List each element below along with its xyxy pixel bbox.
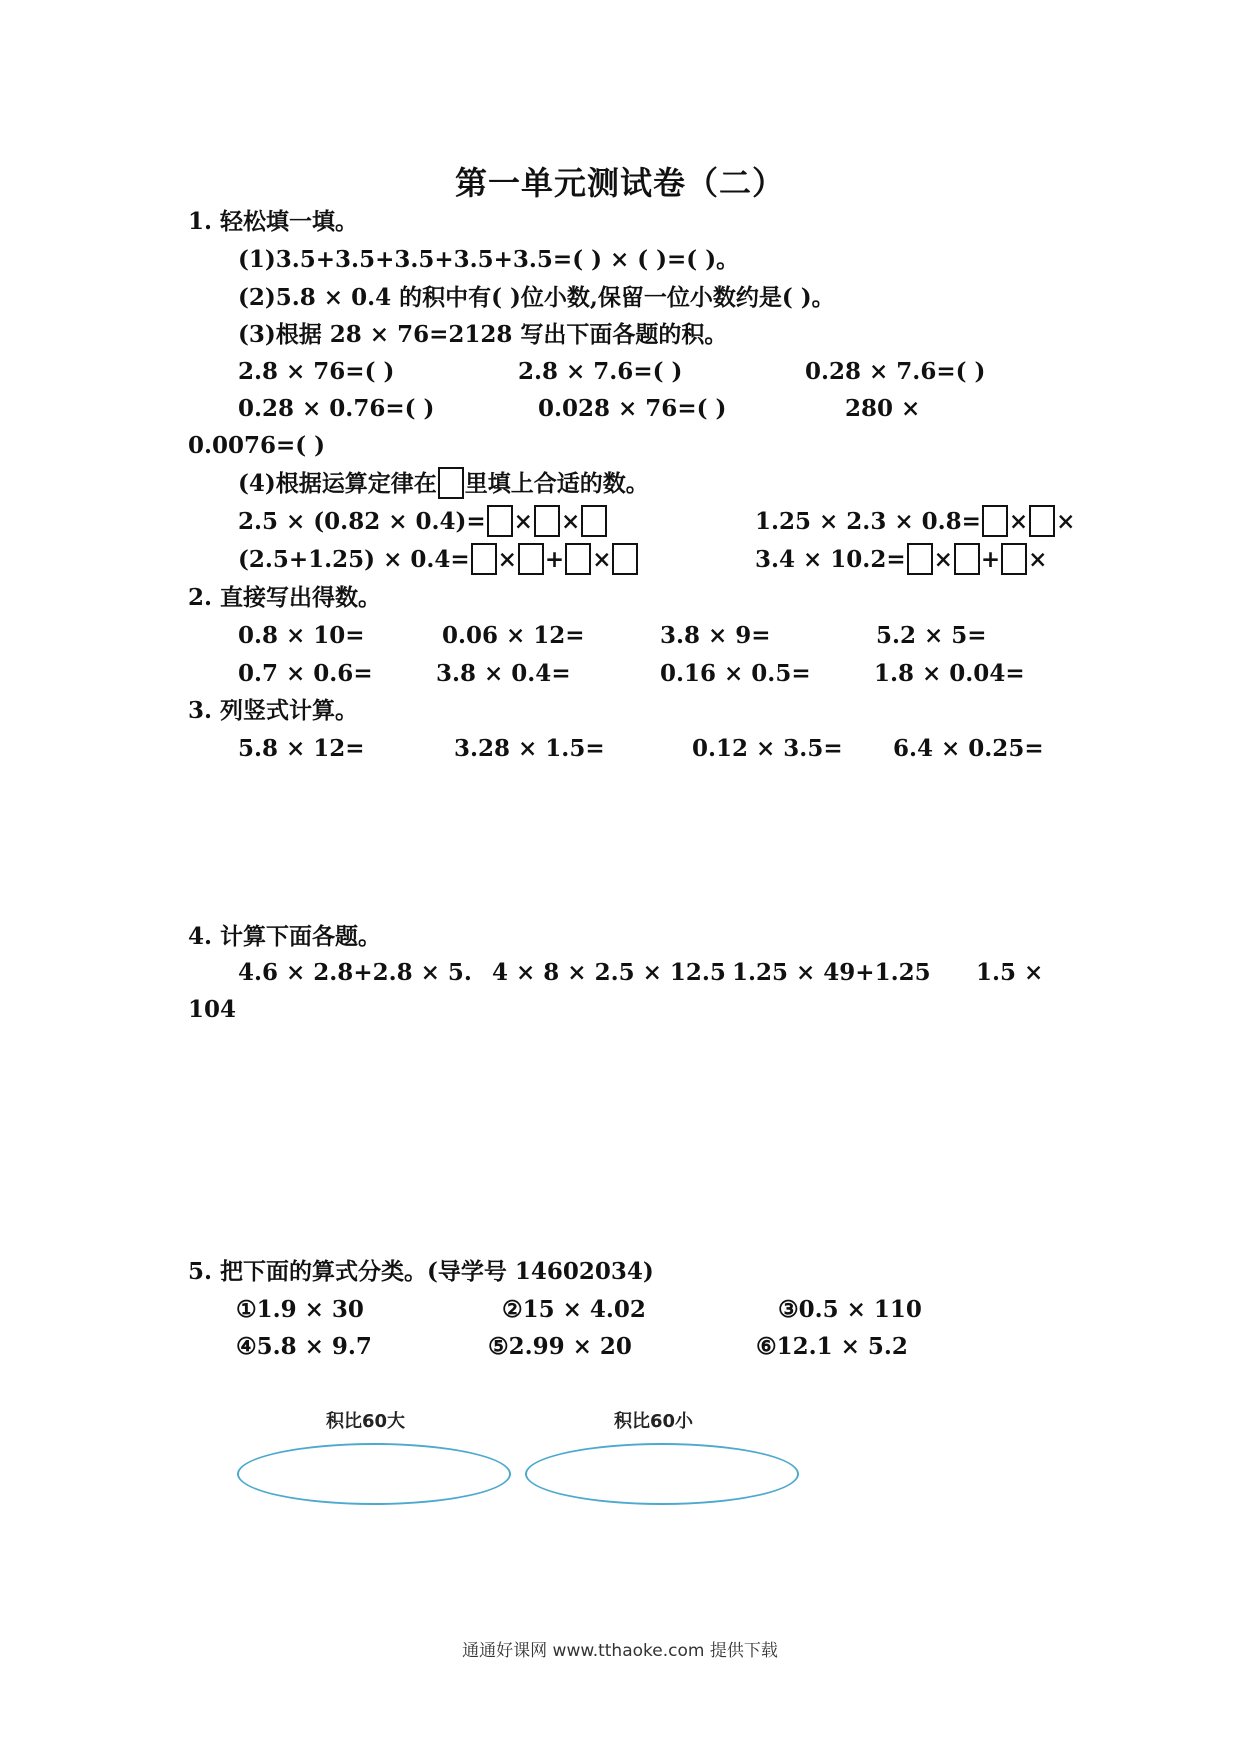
q1-item4-after: 里填上合适的数。 bbox=[464, 470, 649, 497]
op: + bbox=[544, 546, 565, 573]
answer-box[interactable] bbox=[471, 543, 497, 575]
op: × bbox=[1008, 508, 1029, 535]
answer-box[interactable] bbox=[518, 543, 544, 575]
page-title: 第一单元测试卷（二） bbox=[454, 164, 785, 202]
q5-r2-b: ⑤2.99 × 20 bbox=[488, 1333, 632, 1360]
answer-box[interactable] bbox=[1029, 505, 1055, 537]
q1-row2-wrap: 0.0076=( ) bbox=[188, 432, 326, 459]
q1-eq1-right bbox=[755, 507, 1075, 539]
q3-a: 5.8 × 12= bbox=[238, 735, 365, 762]
q1-row2-a: 0.28 × 0.76=( ) bbox=[238, 395, 435, 422]
answer-box[interactable] bbox=[612, 543, 638, 575]
q3-b: 3.28 × 1.5= bbox=[454, 735, 605, 762]
q1-eq2-left bbox=[238, 545, 639, 577]
q1-row2-c: 280 × bbox=[845, 395, 921, 422]
q2-r2-d: 1.8 × 0.04= bbox=[874, 660, 1025, 687]
answer-box[interactable] bbox=[438, 467, 464, 499]
q3-c: 0.12 × 3.5= bbox=[692, 735, 843, 762]
q3-heading: 3. 列竖式计算。 bbox=[188, 697, 359, 724]
eq-text: (2.5+1.25) × 0.4= bbox=[238, 546, 470, 573]
q5-r1-c: ③0.5 × 110 bbox=[778, 1296, 922, 1323]
q1-row1-b: 2.8 × 7.6=( ) bbox=[518, 358, 683, 385]
ellipse-less-than-60[interactable] bbox=[525, 1443, 799, 1505]
q5-r1-b: ②15 × 4.02 bbox=[502, 1296, 646, 1323]
q5-r2-a: ④5.8 × 9.7 bbox=[236, 1333, 372, 1360]
q1-item2: (2)5.8 × 0.4 的积中有( )位小数,保留一位小数约是( )。 bbox=[238, 284, 835, 311]
q5-r1-a: ①1.9 × 30 bbox=[236, 1296, 364, 1323]
label-greater-than-60: 积比60大 bbox=[326, 1411, 406, 1432]
q1-item4 bbox=[238, 469, 649, 501]
q1-row2-b: 0.028 × 76=( ) bbox=[538, 395, 727, 422]
label-less-than-60: 积比60小 bbox=[614, 1411, 694, 1432]
eq-text: 2.5 × (0.82 × 0.4)= bbox=[238, 508, 486, 535]
q1-row1-a: 2.8 × 76=( ) bbox=[238, 358, 395, 385]
q4-c: 1.25 × 49+1.25 bbox=[732, 959, 931, 986]
op: × bbox=[592, 546, 612, 573]
q1-item3: (3)根据 28 × 76=2128 写出下面各题的积。 bbox=[238, 321, 728, 348]
q2-heading: 2. 直接写出得数。 bbox=[188, 584, 382, 611]
eq-text: 3.4 × 10.2= bbox=[755, 546, 906, 573]
answer-box[interactable] bbox=[1001, 543, 1027, 575]
op: × bbox=[933, 546, 953, 573]
ellipse-greater-than-60[interactable] bbox=[237, 1443, 511, 1505]
q2-r2-b: 3.8 × 0.4= bbox=[436, 660, 571, 687]
footer-source: 通通好课网 www.tthaoke.com 提供下载 bbox=[462, 1641, 778, 1661]
answer-box[interactable] bbox=[581, 505, 607, 537]
q3-d: 6.4 × 0.25= bbox=[893, 735, 1044, 762]
q2-r2-c: 0.16 × 0.5= bbox=[660, 660, 811, 687]
op: × bbox=[1028, 546, 1048, 573]
q4-wrap: 104 bbox=[188, 996, 237, 1023]
answer-box[interactable] bbox=[487, 505, 513, 537]
q1-item4-before: (4)根据运算定律在 bbox=[238, 470, 437, 497]
q1-heading: 1. 轻松填一填。 bbox=[188, 208, 359, 235]
q2-r1-d: 5.2 × 5= bbox=[876, 622, 987, 649]
q4-heading: 4. 计算下面各题。 bbox=[188, 923, 382, 950]
op: × bbox=[560, 508, 581, 535]
q4-d: 1.5 × bbox=[976, 959, 1044, 986]
answer-box[interactable] bbox=[907, 543, 933, 575]
q1-eq2-right bbox=[755, 545, 1047, 577]
q4-a: 4.6 × 2.8+2.8 × 5. bbox=[238, 959, 472, 986]
q1-item1: (1)3.5+3.5+3.5+3.5+3.5=( ) × ( )=( )。 bbox=[238, 246, 740, 273]
answer-box[interactable] bbox=[954, 543, 980, 575]
op: × bbox=[1056, 508, 1076, 535]
answer-box[interactable] bbox=[982, 505, 1008, 537]
eq-text: 1.25 × 2.3 × 0.8= bbox=[755, 508, 981, 535]
op: × bbox=[497, 546, 517, 573]
q2-r1-c: 3.8 × 9= bbox=[660, 622, 771, 649]
op: + bbox=[980, 546, 1001, 573]
q2-r2-a: 0.7 × 0.6= bbox=[238, 660, 373, 687]
q2-r1-b: 0.06 × 12= bbox=[442, 622, 585, 649]
answer-box[interactable] bbox=[534, 505, 560, 537]
q5-heading: 5. 把下面的算式分类。(导学号 14602034) bbox=[188, 1258, 654, 1285]
q1-eq1-left bbox=[238, 507, 608, 539]
q2-r1-a: 0.8 × 10= bbox=[238, 622, 365, 649]
q5-r2-c: ⑥12.1 × 5.2 bbox=[756, 1333, 908, 1360]
q4-b: 4 × 8 × 2.5 × 12.5 bbox=[492, 959, 726, 986]
op: × bbox=[513, 508, 533, 535]
q1-row1-c: 0.28 × 7.6=( ) bbox=[805, 358, 986, 385]
answer-box[interactable] bbox=[565, 543, 591, 575]
